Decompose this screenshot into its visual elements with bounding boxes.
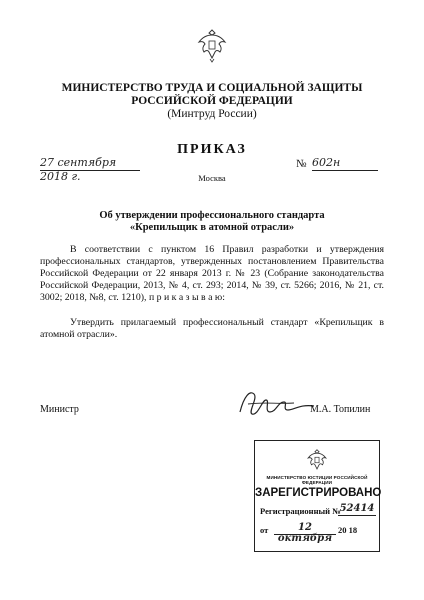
stamp-coat-of-arms-icon: [306, 447, 328, 473]
handwritten-signature-icon: [234, 386, 318, 422]
order-date-handwritten: 27 сентября 2018 г.: [40, 156, 140, 171]
stamp-registration-label: Регистрационный №: [260, 506, 341, 516]
stamp-registration-number: 52414: [339, 503, 375, 514]
body-paragraph-order: Утвердить прилагаемый профессиональный стандарт «Крепильщик в атомной отрасли».: [40, 317, 384, 340]
order-subject: [60, 210, 364, 234]
ministry-short-name: (Минтруд России): [167, 108, 257, 120]
stamp-date-year: 20 18: [338, 525, 358, 535]
body-paragraph-legal-basis: В соответствии с пунктом 16 Правил разработки и утверждения профессиональных стандартов, утвержденных постановлением Правительства Российской Федерации от 22 января 2013 г. № 23 (Собрание законодательства Российской Федерации, 2013, № 4, ст. 293; 2014, № 39, ст. 5266; 2016, № 21, ст. 3002; 2018, №8, ст. 1210), п р и к а з ы в а ю:: [40, 244, 384, 303]
document-title: ПРИКАЗ: [177, 142, 247, 157]
stamp-date-handwritten: 12 октября: [274, 522, 336, 535]
registration-stamp: [254, 440, 380, 552]
signer-name: М.А. Топилин: [310, 404, 371, 415]
stamp-date-prefix: от: [260, 525, 269, 535]
signer-title: Министр: [40, 404, 79, 415]
ministry-name-line1: МИНИСТЕРСТВО ТРУДА И СОЦИАЛЬНОЙ ЗАЩИТЫ: [61, 82, 363, 94]
russian-coat-of-arms-icon: [196, 26, 228, 64]
stamp-ministry-name: МИНИСТЕРСТВО ЮСТИЦИИ РОССИЙСКОЙ ФЕДЕРАЦИИ: [266, 475, 368, 485]
stamp-registered-label: ЗАРЕГИСТРИРОВАНО: [255, 487, 382, 499]
stamp-date-row: [260, 522, 378, 544]
ministry-name-line2: РОССИЙСКОЙ ФЕДЕРАЦИИ: [131, 95, 293, 107]
order-number-handwritten: 602н: [312, 156, 378, 171]
subject-line1: Об утверждении профессионального стандарта: [99, 210, 325, 221]
order-body: [40, 244, 384, 341]
stamp-registration-row: [260, 503, 378, 516]
order-number-label: №: [296, 158, 307, 170]
ministry-header: [40, 82, 384, 121]
subject-line2: «Крепильщик в атомной отрасли»: [129, 222, 295, 233]
order-city: Москва: [198, 173, 226, 183]
